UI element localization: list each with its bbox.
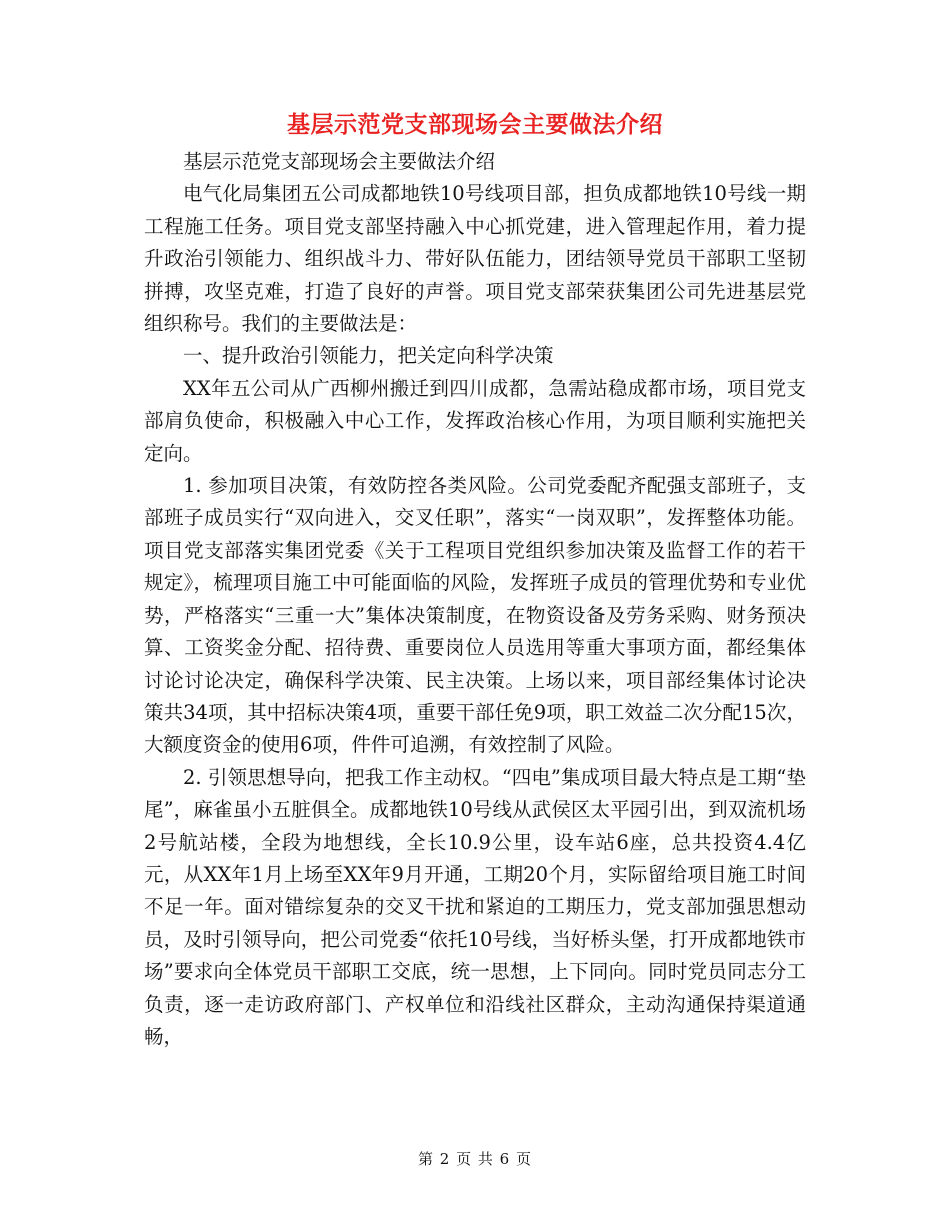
paragraph-subtitle: 基层示范党支部现场会主要做法介绍 [183,150,496,173]
paragraph-item-1: 1. 参加项目决策，有效防控各类风险。公司党委配齐配强支部班子，支部班子成员实行“双向进入，交叉任职”，落实“一岗双职”，发挥整体功能。项目党支部落实集团党委《关于工程项目党组织参加决策及监督工作的若干规定》，梳理项目施工中可能面临的风险，发挥班子成员的管理优势和专业优势，严格落实“三重一大”集体决策制度，在物资设备及劳务采购、财务预决算、工资奖金分配、招待费、重要岗位人员选用等重大事项方面，都经集体讨论讨论决定，确保科学决策、民主决策。上场以来，项目部经集体讨论决策共34项，其中招标决策4项，重要干部任免9项，职工效益二次分配15次，大额度资金的使用6项，件件可追溯，有效控制了风险。 [144,474,806,757]
paragraph-intro: 电气化局集团五公司成都地铁10号线项目部，担负成都地铁10号线一期工程施工任务。项目党支部坚持融入中心抓党建，进入管理起作用，着力提升政治引领能力、组织战斗力、带好队伍能力，团结领导党员干部职工坚韧拼搏，攻坚克难，打造了良好的声誉。项目党支部荣获集团公司先进基层党组织称号。我们的主要做法是： [144,182,806,336]
paragraph-section-1-intro: XX年五公司从广西柳州搬迁到四川成都，急需站稳成都市场，项目党支部肩负使命，积极融入中心工作，发挥政治核心作用，为项目顺利实施把关定向。 [144,376,806,465]
document-title: 基层示范党支部现场会主要做法介绍 [287,111,663,138]
section-heading-1: 一、提升政治引领能力，把关定向科学决策 [183,344,554,368]
page-number-footer: 第 2 页 共 6 页 [418,1150,532,1168]
document-body [144,146,806,1053]
paragraph-item-2: 2. 引领思想导向，把我工作主动权。“四电”集成项目最大特点是工期“垫尾”，麻雀虽小五脏俱全。成都地铁10号线从武侯区太平园引出，到双流机场2号航站楼，全段为地想线，全长10.9公里，设车站6座，总共投资4.4亿元，从XX年1月上场至XX年9月开通，工期20个月，实际留给项目施工时间不足一年。面对错综复杂的交叉干扰和紧迫的工期压力，党支部加强思想动员，及时引领导向，把公司党委“依托10号线，当好桥头堡，打开成都地铁市场”要求向全体党员干部职工交底，统一思想，上下同向。同时党员同志分工负责，逐一走访政府部门、产权单位和沿线社区群众，主动沟通保持渠道通畅， [144,765,806,1048]
